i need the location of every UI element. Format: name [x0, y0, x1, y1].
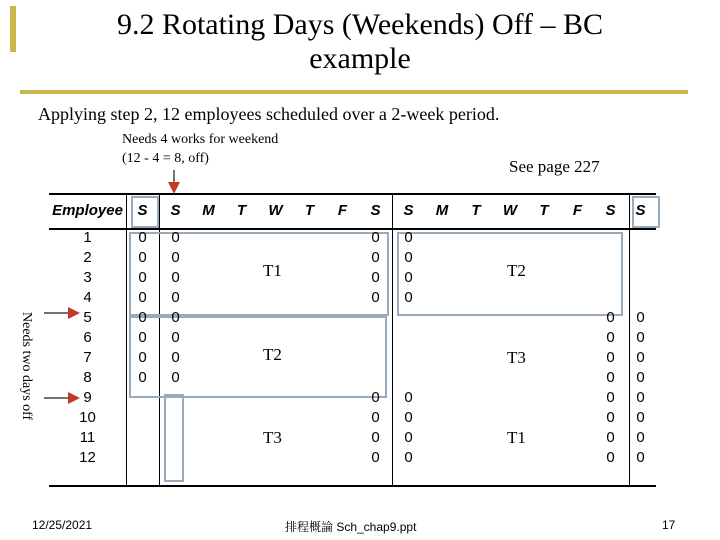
header-day: W: [502, 201, 518, 219]
footer-filename: 排程概論 Sch_chap9.ppt: [285, 520, 417, 534]
schedule-cell: 0: [371, 388, 380, 406]
schedule-cell: 0: [371, 288, 380, 306]
employee-number: 1: [83, 228, 92, 246]
schedule-cell: 0: [606, 448, 615, 466]
schedule-cell: 0: [636, 408, 645, 426]
tour-label: T1: [263, 261, 282, 280]
header-day: M: [435, 201, 449, 219]
two-days-off-note: Needs two days off: [19, 312, 34, 421]
schedule-cell: 0: [606, 388, 615, 406]
schedule-cell: 0: [171, 228, 180, 246]
page-reference: See page 227: [509, 157, 600, 176]
schedule-cell: 0: [404, 408, 413, 426]
schedule-cell: 0: [636, 348, 645, 366]
schedule-cell: 0: [138, 328, 147, 346]
schedule-cell: 0: [404, 288, 413, 306]
schedule-cell: 0: [371, 448, 380, 466]
schedule-cell: 0: [371, 408, 380, 426]
header-day: F: [572, 201, 583, 219]
employee-number: 4: [83, 288, 92, 306]
schedule-cell: 0: [606, 328, 615, 346]
schedule-cell: 0: [138, 228, 147, 246]
header-day: T: [304, 201, 315, 219]
slide-subtitle: Applying step 2, 12 employees scheduled over a 2-week period.: [38, 104, 500, 124]
header-day: T: [539, 201, 549, 219]
schedule-cell: 0: [636, 368, 645, 386]
schedule-cell: 0: [404, 428, 413, 446]
schedule-cell: 0: [404, 388, 413, 406]
header-day: M: [202, 201, 215, 219]
employee-number: 6: [83, 328, 92, 346]
schedule-cell: 0: [138, 288, 147, 306]
tour-label: T3: [263, 428, 282, 447]
schedule-cell: 0: [636, 388, 645, 406]
schedule-cell: 0: [371, 428, 380, 446]
header-day: S: [137, 201, 148, 219]
schedule-cell: 0: [371, 268, 380, 286]
employee-number: 9: [83, 388, 92, 406]
schedule-cell: 0: [171, 248, 180, 266]
page-number: 17: [662, 518, 676, 532]
employee-number: 12: [79, 448, 96, 466]
weekend-note-line-1: Needs 4 works for weekend: [122, 132, 279, 147]
header-day: T: [471, 201, 481, 219]
schedule-cell: 0: [371, 248, 380, 266]
schedule-cell: 0: [636, 308, 645, 326]
schedule-cell: 0: [606, 308, 615, 326]
employee-number: 5: [83, 308, 92, 326]
schedule-cell: 0: [138, 248, 147, 266]
header-day: F: [337, 201, 348, 219]
employee-number: 11: [79, 428, 96, 446]
header-day: S: [370, 201, 381, 219]
schedule-cell: 0: [636, 328, 645, 346]
employee-number: 3: [83, 268, 92, 286]
employee-number: 2: [83, 248, 92, 266]
weekend-note-line-2: (12 - 4 = 8, off): [122, 151, 209, 166]
schedule-cell: 0: [371, 228, 380, 246]
schedule-cell: 0: [138, 308, 147, 326]
header-day: S: [605, 201, 616, 219]
schedule-cell: 0: [171, 288, 180, 306]
header-day: T: [236, 201, 247, 219]
schedule-cell: 0: [636, 448, 645, 466]
title-line-2: example: [309, 42, 411, 75]
schedule-cell: 0: [606, 408, 615, 426]
tour-label: T2: [263, 345, 282, 364]
tour-label: T2: [507, 261, 526, 280]
tour-label: T3: [507, 348, 526, 367]
schedule-cell: 0: [138, 268, 147, 286]
employee-number: 8: [83, 368, 92, 386]
employee-number: 7: [83, 348, 92, 366]
schedule-cell: 0: [138, 368, 147, 386]
schedule-cell: 0: [171, 328, 180, 346]
header-day: S: [403, 201, 414, 219]
header-employee: Employee: [52, 201, 123, 219]
footer-date: 12/25/2021: [32, 518, 93, 532]
header-day: W: [268, 201, 283, 219]
schedule-cell: 0: [606, 348, 615, 366]
schedule-cell: 0: [636, 428, 645, 446]
schedule-cell: 0: [606, 428, 615, 446]
schedule-cell: 0: [404, 448, 413, 466]
schedule-cell: 0: [171, 268, 180, 286]
header-day: S: [635, 201, 646, 219]
schedule-cell: 0: [404, 248, 413, 266]
employee-number: 10: [79, 408, 96, 426]
schedule-cell: 0: [404, 268, 413, 286]
schedule-cell: 0: [606, 368, 615, 386]
schedule-cell: 0: [138, 348, 147, 366]
schedule-cell: 0: [171, 308, 180, 326]
header-day: S: [170, 201, 181, 219]
schedule-cell: 0: [171, 368, 180, 386]
schedule-cell: 0: [171, 348, 180, 366]
schedule-cell: 0: [404, 228, 413, 246]
title-line-1: 9.2 Rotating Days (Weekends) Off – BC: [116, 8, 604, 41]
tour-label: T1: [507, 428, 526, 447]
